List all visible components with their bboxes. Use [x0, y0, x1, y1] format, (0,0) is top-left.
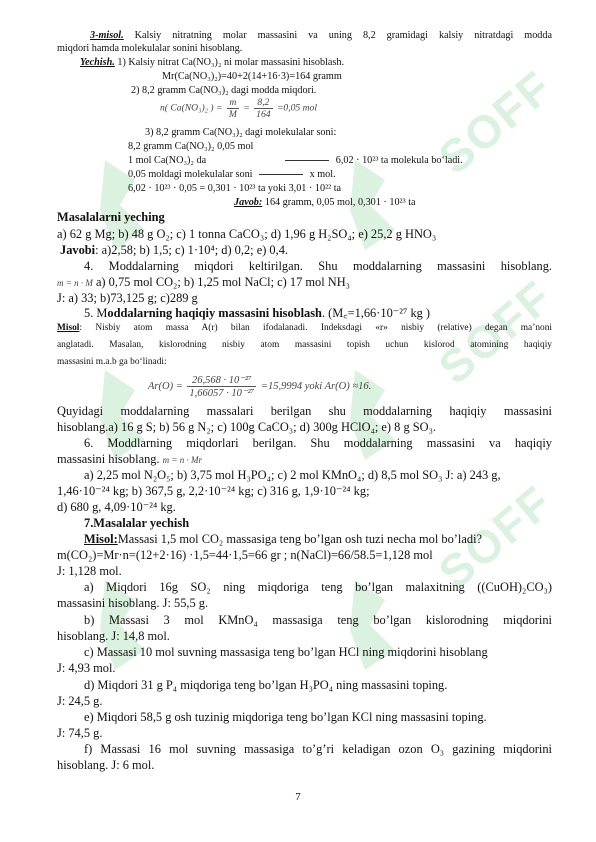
p5-heading — [84, 307, 430, 321]
p7-misol-text: Massasi 1,5 mol CO₂ massasiga teng bo’lgan osh tuzi necha mol bo’ladi? — [117, 532, 483, 546]
formula-rhs: =0,05 mol — [276, 102, 318, 114]
misol-label: Misol — [57, 323, 80, 333]
ex3-text-2: miqdori hamda molekulalar sonini hisoblang. — [57, 43, 243, 54]
p7-e-line-1: e) Miqdori 58,5 g osh tuzinig miqdoriga teng bo’lgan KCl ning massasini toping. — [84, 710, 487, 724]
formula-denominator: 164 — [256, 109, 271, 120]
p7-calc: m(CO₂)=Mr·n=(12+2·16) ·1,5=44·1,5=66 gr ; n(NaCl)=66/58.5=1,128 mol — [57, 548, 433, 562]
ex3-line-1: 8,2 gramm Ca(NO₃)₂ 0,05 mol — [128, 141, 254, 152]
p6-line-1: 6. Moddlarning miqdorlari berilgan. Shu moddalarning massasini va haqiqiy — [84, 436, 552, 450]
p5-formula-lhs: Ar(O) = — [148, 380, 183, 392]
p6-formula: m = n · Mr — [162, 455, 202, 465]
p5-formula-rhs: =15,9994 yoki Ar(O) ≈16. — [260, 380, 372, 392]
p5-line-2: anglatadi. Masalan, kislorodning nisbiy atom massasini topish uchun kislorod atomining haqiqiy — [57, 340, 552, 350]
formula-fraction — [254, 97, 272, 120]
ex3-line-3b: x mol. — [309, 169, 336, 180]
p4-formula: m = n · M — [57, 278, 93, 288]
javob-text: 164 gramm, 0,05 mol, 0,301 · 10²³ ta — [264, 197, 416, 208]
javobi-text: : a)2,58; b) 1,5; c) 1·10⁴; d) 0,2; e) 0,4. — [95, 243, 289, 257]
formula-numerator: m — [227, 97, 239, 109]
proportion-dash — [285, 160, 329, 161]
p6-line-3: a) 2,25 mol N₂O₅; b) 3,75 mol H₃PO₄; c) 2 mol KMnO₄; d) 8,5 mol SO₃ J: a) 243 g, — [84, 468, 501, 482]
p5-heading-suffix: . (M꜀=1,66·10⁻²⁷ kg ) — [321, 306, 431, 320]
p7-e-line-2: J: 74,5 g. — [57, 726, 103, 740]
p7-c-line-2: J: 4,93 mol. — [57, 661, 116, 675]
masalalar-answer — [60, 244, 288, 258]
p7-answer: J: 1,128 mol. — [57, 564, 122, 578]
ex3-line-3a: 0,05 moldagi molekulalar soni — [128, 169, 253, 180]
p7-misol-label: Misol: — [84, 532, 118, 546]
p7-f-line-2: hisoblang. J: 6 mol. — [57, 758, 155, 772]
ex3-line-2a: 1 mol Ca(NO₃)₂ da — [128, 155, 207, 166]
p7-misol — [84, 533, 482, 547]
page-number: 7 — [295, 791, 301, 803]
ex3-text: Kalsiy nitratning molar massasini va uning 8,2 gramidagi kalsiy nitratdagi modda — [134, 30, 553, 41]
p6-text-2: massasini hisoblang. — [57, 452, 160, 466]
watermark-text: SOFF — [428, 475, 563, 599]
p5-line-1 — [57, 323, 552, 333]
p7-d-line-1: d) Miqdori 31 g P₄ miqdoriga teng bo’lgan H₃PO₄ ning massasini toping. — [84, 678, 448, 692]
p4-line-2 — [57, 276, 350, 290]
section-heading: Masalalarni yeching — [57, 210, 165, 224]
ex3-step1-calc: Mr(Ca(NO₃)₂)=40+2(14+16·3)=164 gramm — [162, 71, 342, 82]
p4-line-1: 4. Moddalarning miqdori keltirilgan. Shu moddalarning massasini hisoblang. — [84, 259, 552, 273]
yechish-label: Yechish. — [80, 57, 115, 68]
p7-b-line-1: b) Massasi 3 mol KMnO₄ massasiga teng bo’lgan kislorodning miqdorini — [84, 613, 552, 627]
p6-line-5: d) 680 g, 4,09·10⁻²⁴ kg. — [57, 500, 176, 514]
ex3-formula — [160, 97, 317, 120]
p6-line-2 — [57, 453, 202, 467]
p7-f-line-1: f) Massasi 16 mol suvning massasiga to’g’ri keladigan ozon O₃ gazining miqdorini — [84, 742, 552, 756]
p7-heading: 7.Masalalar yechish — [84, 516, 190, 530]
quyidagi-line-2: hisoblang.a) 16 g S; b) 56 g N₂; c) 100g CaCO₃; d) 300g HClO₄; e) 8 g SO₃. — [57, 420, 436, 434]
watermark-text: SOFF — [428, 270, 563, 394]
javobi-label: Javobi — [60, 243, 96, 257]
formula-denominator: M — [228, 109, 237, 120]
ex3-line-4: 6,02 · 10²³ · 0,05 = 0,301 · 10²³ ta yoki 3,01 · 10²² ta — [128, 183, 342, 194]
p5-heading-prefix: 5. M — [84, 306, 108, 320]
proportion-dash — [259, 174, 303, 175]
p4-items: a) 0,75 mol CO₂; b) 1,25 mol NaCl; c) 17 mol NH₃ — [95, 275, 350, 289]
formula-fraction — [227, 97, 239, 120]
p7-a-line-2: massasini hisoblang. J: 55,5 g. — [57, 596, 209, 610]
ex3-step3: 3) 8,2 gramm Ca(NO₃)₂ dagi molekulalar soni: — [145, 127, 337, 138]
ex3-line-2 — [128, 155, 463, 166]
p7-d-line-2: J: 24,5 g. — [57, 694, 103, 708]
p4-answer: J: a) 33; b)73,125 g; c)289 g — [57, 291, 198, 305]
p7-a-line-1: a) Miqdori 16g SO₂ ning miqdoriga teng bo’lgan malaxitning ((CuOH)₂CO₃) — [84, 580, 552, 594]
p5-formula-fraction — [187, 374, 256, 399]
p7-c-line-1: c) Massasi 10 mol suvning massasiga teng bo’lgan HCl ning miqdorini hisoblang — [84, 645, 488, 659]
formula-lhs: n( Ca(NO₃)₂ ) = — [160, 102, 223, 114]
p5-heading-bold: oddalarning haqiqiy massasini hisoblash — [107, 306, 322, 320]
ex3-step2: 2) 8,2 gramm Ca(NO₃)₂ dagi modda miqdori. — [131, 85, 317, 96]
p5-formula-numerator: 26,568 · 10⁻²⁷ — [187, 374, 256, 387]
masalalar-line: a) 62 g Mg; b) 48 g O₂; c) 1 tonna CaCO₃; d) 1,96 g H₂SO₄; e) 25,2 g HNO₃ — [57, 227, 437, 241]
p5-text-1: : Nisbiy atom massa A(r) bilan ifodalanadi. Indeksdagi «r» nisbiy (relative) degan ma’noni — [79, 323, 552, 333]
p6-line-4: 1,46·10⁻²⁴ kg; b) 367,5 g, 2,2·10⁻²⁴ kg; c) 316 g, 1,9·10⁻²⁴ kg; — [57, 484, 370, 498]
p5-formula — [148, 374, 371, 399]
formula-equals: = — [243, 102, 250, 114]
p7-b-line-2: hisoblang. J: 14,8 mol. — [57, 629, 170, 643]
p5-formula-denominator: 1,66057 · 10⁻²⁷ — [189, 388, 255, 399]
ex3-step1-line — [80, 57, 344, 68]
ex3-line-3 — [128, 169, 336, 180]
quyidagi-line-1: Quyidagi moddalarning massalari berilgan shu moddalarning haqiqiy massasini — [57, 404, 552, 418]
ex3-step1: 1) Kalsiy nitrat Ca(NO₃)₂ ni molar massasini hisoblash. — [117, 57, 345, 68]
ex3-answer — [234, 197, 416, 208]
ex3-line-2b: 6,02 · 10²³ ta molekula bo‘ladi. — [335, 155, 463, 166]
javob-label: Javob: — [234, 197, 263, 208]
watermark-text: SOFF — [428, 60, 563, 184]
formula-numerator: 8,2 — [254, 97, 272, 109]
p5-line-3: massasini m.a.b ga bo‘linadi: — [57, 357, 167, 367]
ex3-title: 3-misol. — [90, 30, 124, 41]
ex3-first-line — [90, 30, 552, 41]
